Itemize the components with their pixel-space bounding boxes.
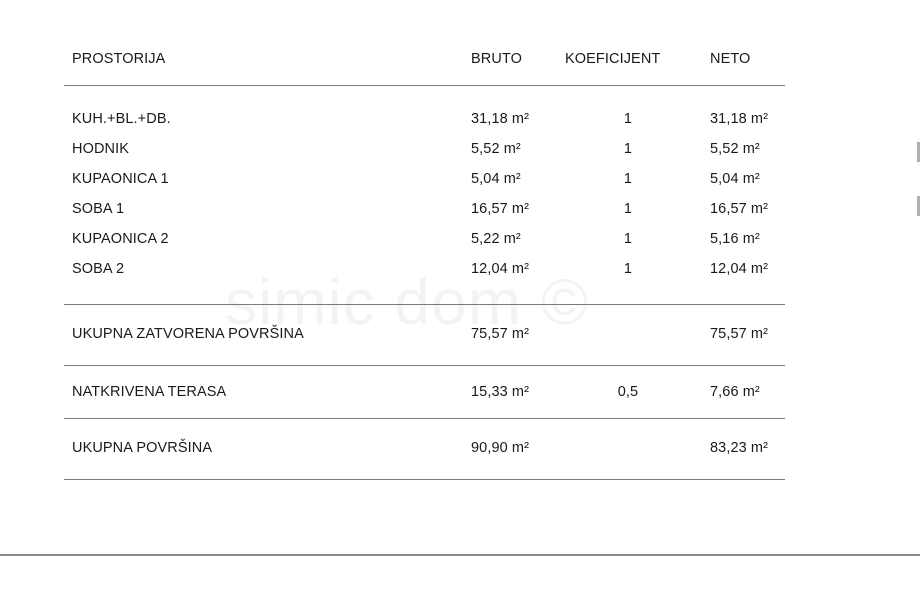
grand-total-neto: 83,23 m² <box>710 440 769 456</box>
page-bottom-rule <box>0 554 920 556</box>
room-koeficijent: 1 <box>623 141 633 157</box>
terrace-bruto: 15,33 m² <box>471 384 530 400</box>
terrace-koeficijent: 0,5 <box>617 384 639 400</box>
closed-total-bruto: 75,57 m² <box>471 326 530 342</box>
room-koeficijent: 1 <box>623 111 633 127</box>
room-name: SOBA 1 <box>72 201 125 217</box>
room-neto: 5,16 m² <box>710 231 760 247</box>
header-neto: NETO <box>710 51 751 67</box>
header-bruto: BRUTO <box>471 51 522 67</box>
room-name: SOBA 2 <box>72 261 125 277</box>
room-bruto: 12,04 m² <box>471 261 530 277</box>
room-koeficijent: 1 <box>623 231 633 247</box>
room-bruto: 31,18 m² <box>471 111 530 127</box>
closed-total-divider <box>64 365 785 366</box>
grand-total-bruto: 90,90 m² <box>471 440 530 456</box>
terrace-label: NATKRIVENA TERASA <box>72 384 227 400</box>
room-neto: 31,18 m² <box>710 111 769 127</box>
terrace-divider <box>64 418 785 419</box>
header-divider <box>64 85 785 86</box>
room-bruto: 5,04 m² <box>471 171 521 187</box>
header-prostorija: PROSTORIJA <box>72 51 166 67</box>
rooms-divider <box>64 304 785 305</box>
room-bruto: 5,52 m² <box>471 141 521 157</box>
room-neto: 16,57 m² <box>710 201 769 217</box>
room-neto: 12,04 m² <box>710 261 769 277</box>
table-bottom-rule <box>64 479 785 480</box>
room-name: HODNIK <box>72 141 129 157</box>
room-name: KUPAONICA 2 <box>72 231 169 247</box>
room-koeficijent: 1 <box>623 261 633 277</box>
terrace-neto: 7,66 m² <box>710 384 760 400</box>
room-neto: 5,52 m² <box>710 141 760 157</box>
room-koeficijent: 1 <box>623 171 633 187</box>
grand-total-label: UKUPNA POVRŠINA <box>72 440 213 456</box>
room-bruto: 16,57 m² <box>471 201 530 217</box>
closed-total-label: UKUPNA ZATVORENA POVRŠINA <box>72 326 304 342</box>
room-koeficijent: 1 <box>623 201 633 217</box>
room-bruto: 5,22 m² <box>471 231 521 247</box>
room-neto: 5,04 m² <box>710 171 760 187</box>
room-name: KUH.+BL.+DB. <box>72 111 171 127</box>
header-koeficijent: KOEFICIJENT <box>565 51 661 67</box>
closed-total-neto: 75,57 m² <box>710 326 769 342</box>
room-name: KUPAONICA 1 <box>72 171 169 187</box>
